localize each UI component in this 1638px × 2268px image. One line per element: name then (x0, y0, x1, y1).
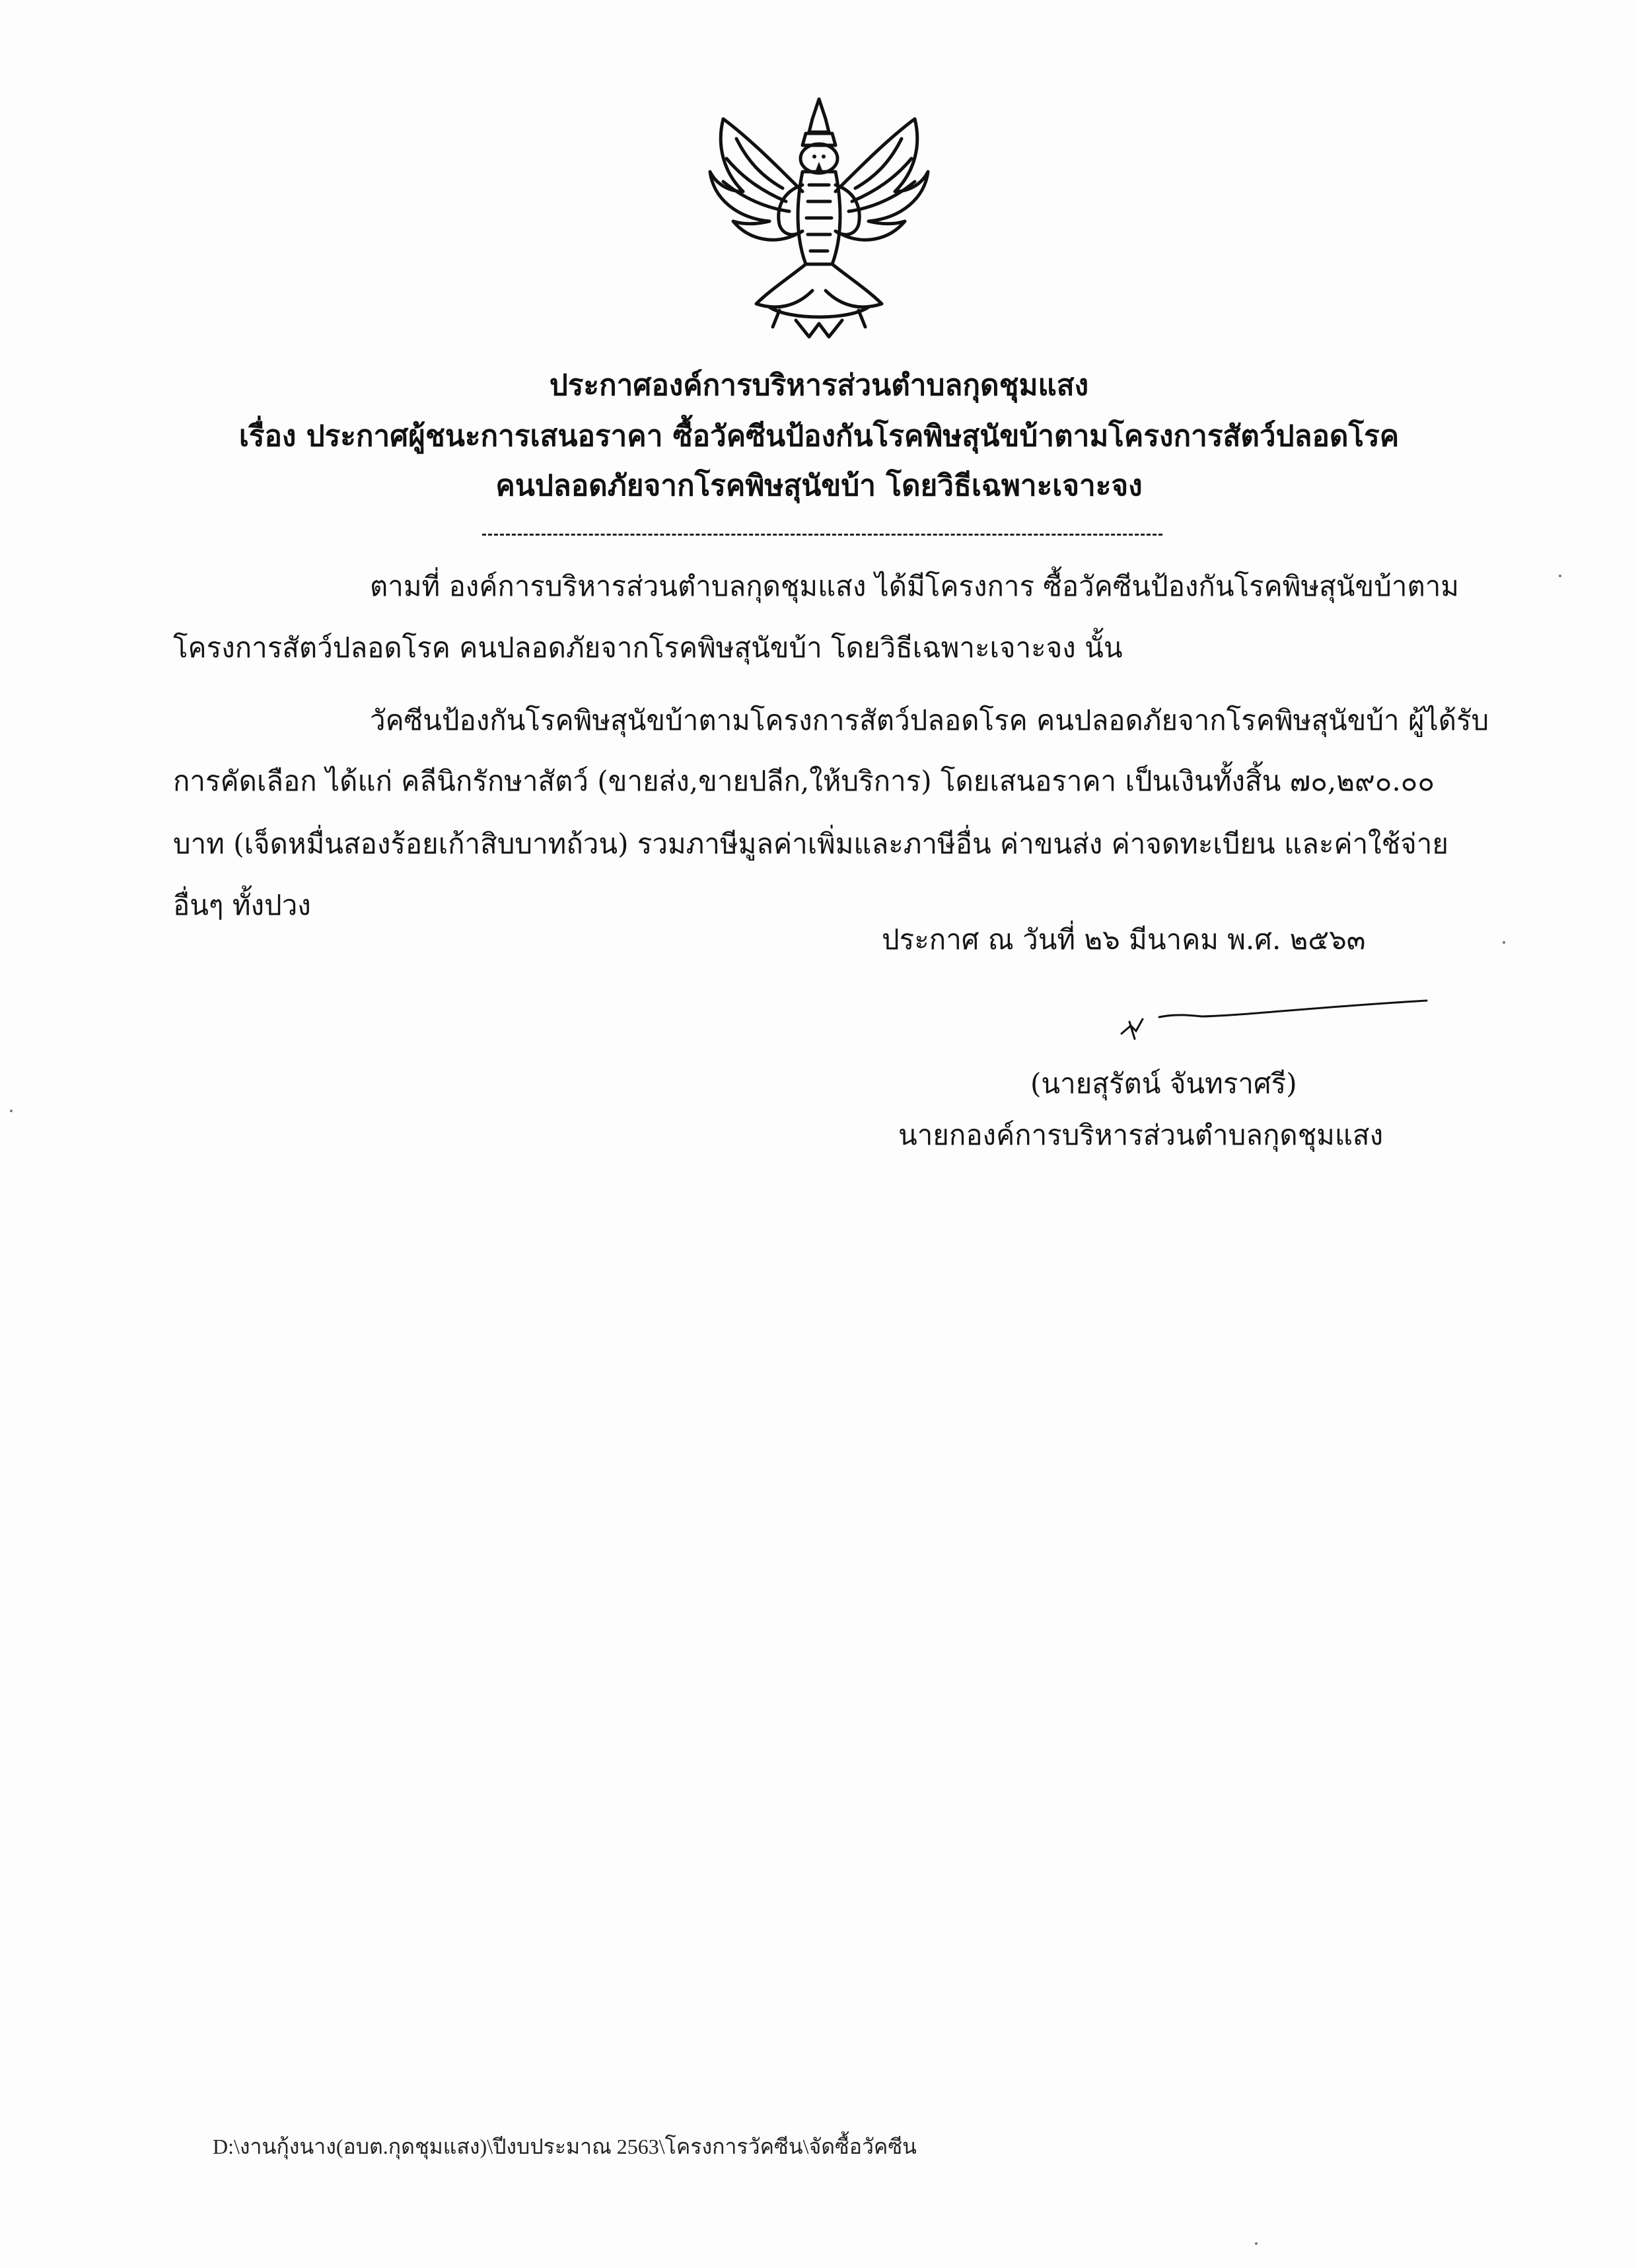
garuda-emblem-icon (697, 92, 941, 343)
body-paragraph-2-line-3: บาท (เจ็ดหมื่นสองร้อยเก้าสิบบาทถ้วน) รวมภาษีมูลค่าเพิ่มและภาษีอื่น ค่าขนส่ง ค่าจดทะเบียน และค่าใช้จ่าย (173, 828, 1448, 860)
scan-speck (1559, 575, 1561, 577)
body-paragraph-2-line-1: วัคซีนป้องกันโรคพิษสุนัขบ้าตามโครงการสัตว์ปลอดโรค คนปลอดภัยจากโรคพิษสุนัขบ้า ผู้ได้รับ (370, 704, 1489, 736)
signatory-name: (นายสุรัตน์ จันทราศรี) (1030, 1067, 1297, 1100)
announcement-subject: เรื่อง ประกาศผู้ชนะการเสนอราคา ซื้อวัคซีนป้องกันโรคพิษสุนัขบ้าตามโครงการสัตว์ปลอดโรค (238, 419, 1400, 453)
scan-speck (1503, 941, 1505, 944)
scan-speck (10, 1110, 13, 1112)
body-paragraph-2-line-4: อื่นๆ ทั้งปวง (173, 889, 311, 921)
body-paragraph-1-line-2: โครงการสัตว์ปลอดโรค คนปลอดภัยจากโรคพิษสุนัขบ้า โดยวิธีเฉพาะเจาะจง นั้น (173, 631, 1123, 664)
signatory-position: นายกองค์การบริหารส่วนตำบลกุดชุมแสง (898, 1119, 1384, 1151)
announcement-title: ประกาศองค์การบริหารส่วนตำบลกุดชุมแสง (549, 369, 1089, 402)
announcement-date: ประกาศ ณ วันที่ ๒๖ มีนาคม พ.ศ. ๒๕๖๓ (882, 923, 1366, 956)
body-paragraph-1-line-1: ตามที่ องค์การบริหารส่วนตำบลกุดชุมแสง ได้มีโครงการ ซื้อวัคซีนป้องกันโรคพิษสุนัขบ้าตาม (370, 570, 1459, 602)
file-path-footer: D:\งานกุ้งนาง(อบต.กุดชุมแสง)\ปีงบประมาณ 2563\โครงการวัคซีน\จัดซื้อวัคซีน (213, 2135, 917, 2158)
title-divider (482, 534, 1162, 536)
body-paragraph-2-line-2: การคัดเลือก ได้แก่ คลีนิกรักษาสัตว์ (ขายส่ง,ขายปลีก,ให้บริการ) โดยเสนอราคา เป็นเงินทั้งสิ้น ๗๐,๒๙๐.๐๐ (173, 765, 1435, 797)
announcement-subject-continued: คนปลอดภัยจากโรคพิษสุนัขบ้า โดยวิธีเฉพาะเจาะจง (495, 469, 1143, 503)
scan-speck (1255, 2242, 1258, 2245)
signature-icon (1116, 987, 1446, 1053)
